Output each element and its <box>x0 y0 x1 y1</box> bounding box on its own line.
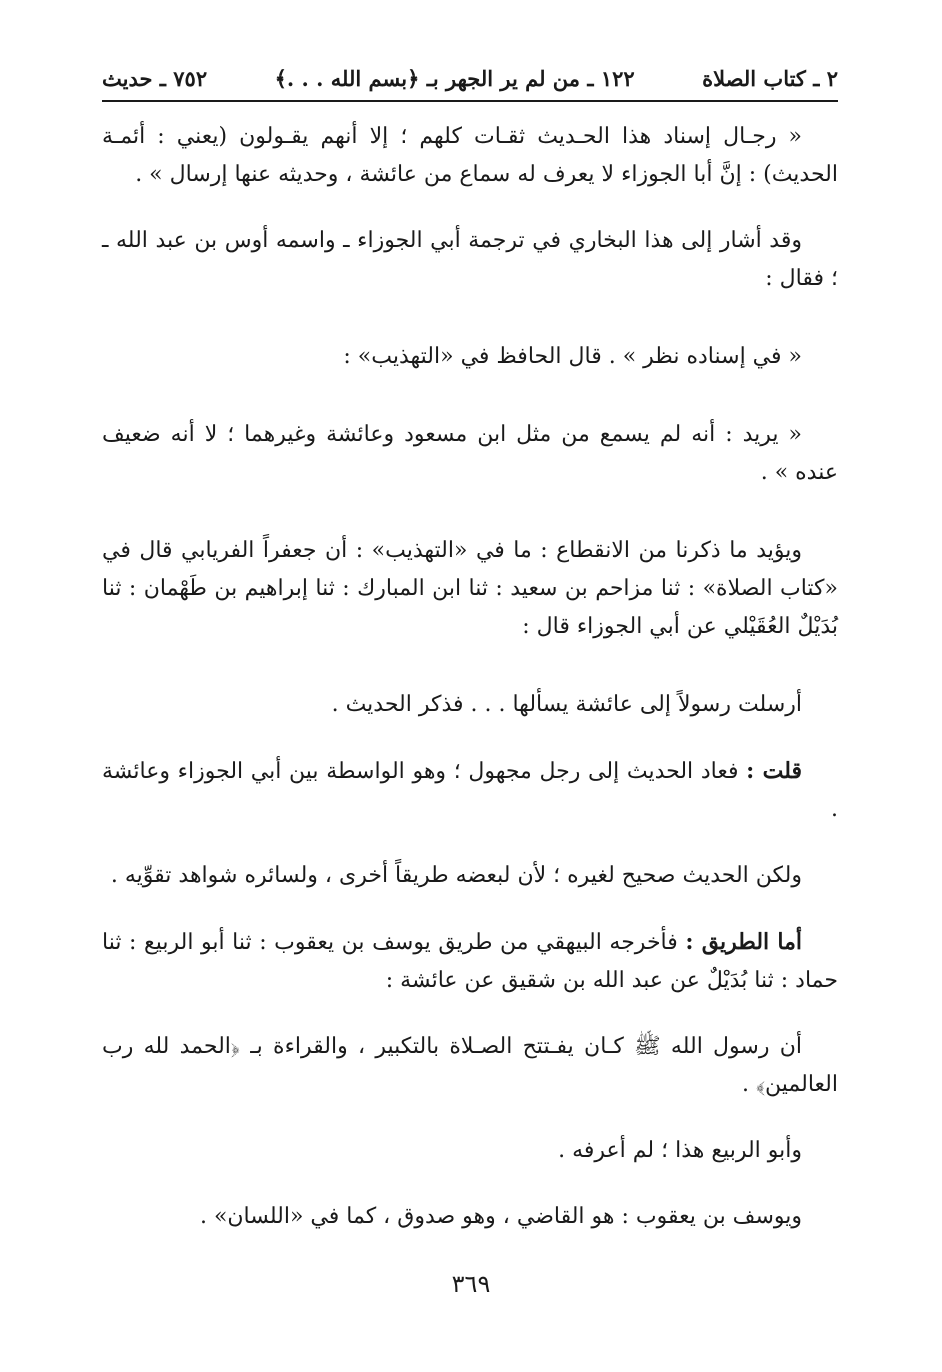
header-divider <box>102 100 838 102</box>
paragraph-sahih: ولكن الحديث صحيح لغيره ؛ لأن لبعضه طريقاً أخرى ، ولسائره شواهد تقوِّيه . <box>110 863 802 888</box>
paragraph-abu-rabi: وأبو الربيع هذا ؛ لم أعرفه . <box>558 1138 802 1163</box>
paragraph-hadith-text: أن رسول الله ﷺ كـان يفـتتح الصـلاة بالتكبير ، والقراءة بـ ﴿الحمد لله رب العالمين﴾ . <box>102 1034 838 1097</box>
paragraph-isnad-remark: « في إسناده نظر » . قال الحافظ في «التهذيب» : <box>343 344 802 369</box>
lead-term: قلت : <box>746 758 802 784</box>
body-text <box>102 118 838 1236</box>
paragraph-meaning: « يريد : أنه لم يسمع من مثل ابن مسعود وعائشة وغيرهما ؛ لا أنه ضعيف عنده » . <box>102 422 838 485</box>
paragraph-body: فعاد الحديث إلى رجل مجهول ؛ وهو الواسطة بين أبي الجوزاء وعائشة . <box>102 759 838 822</box>
paragraph-tariq <box>102 923 838 1000</box>
header-hadith-number: ٧٥٢ ـ حديث <box>102 66 208 91</box>
paragraph-inqita: ويؤيد ما ذكرنا من الانقطاع : ما في «التهذيب» : أن جعفراً الفريابي قال في «كتاب الصلاة» : ثنا مزاحم بن سعيد : ثنا ابن المبارك : ثنا إبراهيم بن طَهْمان : ثنا بُدَيْلٌ العُقَيْلي عن أبي الجوزاء قال : <box>102 538 838 639</box>
paragraph-quote-narrators: « رجـال إسناد هذا الحـديث ثقـات كلهم ؛ إلا أنهم يقـولون (يعني : أئمـة الحديث) : إنَّ أبا الجوزاء لا يعرف له سماع من عائشة ، وحديثه عنها إرسال » . <box>102 124 838 187</box>
paragraph-qultu <box>102 752 838 829</box>
header-book-title: ٢ ـ كتاب الصلاة <box>702 66 838 91</box>
running-header <box>102 62 838 96</box>
paragraph-narration: أرسلت رسولاً إلى عائشة يسألها . . . فذكر الحديث . <box>331 692 802 717</box>
page-number: ٣٦٩ <box>451 1270 491 1298</box>
paragraph-body: فأخرجه البيهقي من طريق يوسف بن يعقوب : ثنا أبو الربيع : ثنا حماد : ثنا بُدَيْلٌ عن عبد الله بن شقيق عن عائشة : <box>102 930 838 993</box>
paragraph-yusuf: ويوسف بن يعقوب : هو القاضي ، وهو صدوق ، كما في «اللسان» . <box>199 1204 802 1229</box>
document-page <box>102 62 838 1236</box>
lead-term: أما الطريق : <box>685 929 802 955</box>
header-chapter-title: ١٢٢ ـ من لم ير الجهر بـ ﴿بسم الله . . .﴾ <box>274 66 635 91</box>
paragraph-bukhari-note: وقد أشار إلى هذا البخاري في ترجمة أبي الجوزاء ـ واسمه أوس بن عبد الله ـ ؛ فقال : <box>102 228 838 291</box>
